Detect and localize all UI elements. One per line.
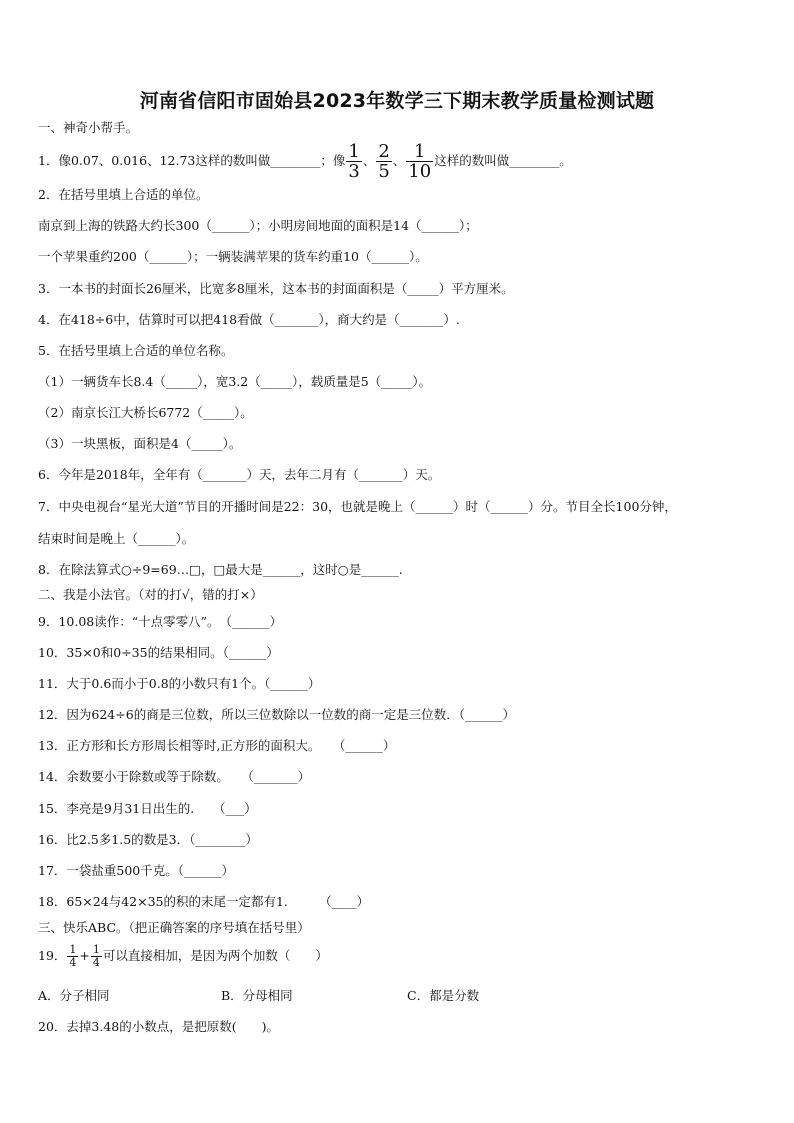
question-5-part-3: （3）一块黑板，面积是4（_____）。: [38, 436, 242, 451]
question-19-tail: 可以直接相加，是因为两个加数（ ）: [102, 948, 328, 963]
fraction-one-quarter-a: $\frac{1}{4}$: [69, 943, 77, 969]
fraction-one-third: $\frac{1}{3}$: [348, 141, 360, 182]
fraction-one-quarter-b: $\frac{1}{4}$: [92, 943, 100, 969]
question-9: 9．10.08读作：“十点零零八”。 （______）: [38, 614, 283, 629]
question-19-number: 19．: [38, 948, 67, 963]
question-5: 5．在括号里填上合适的单位名称。: [38, 343, 234, 358]
question-11: 11．大于0.6而小于0.8的小数只有1个。（______）: [38, 676, 321, 691]
section-2-heading: 二、我是小法官。（对的打√，错的打×）: [38, 587, 263, 602]
question-4: 4．在418÷6中，估算时可以把418看做（_______），商大约是（_______）.: [38, 312, 460, 327]
question-15: 15．李亮是9月31日出生的. （___）: [38, 801, 257, 816]
option-b: B．分母相同: [221, 988, 293, 1003]
question-20: 20．去掉3.48的小数点，是把原数( )。: [38, 1019, 279, 1034]
question-7-line-2: 结束时间是晚上（______）。: [38, 531, 195, 546]
question-6: 6．今年是2018年，全年有（_______）天，去年二月有（_______）天。: [38, 467, 441, 482]
question-17: 17．一袋盐重500千克。（______）: [38, 863, 235, 878]
option-a: A．分子相同: [38, 988, 110, 1003]
fraction-two-fifths: $\frac{2}{5}$: [378, 141, 390, 182]
fraction-one-tenth: $\frac{1}{10}$: [408, 141, 432, 182]
question-10: 10．35×0和0÷35的结果相同。（______）: [38, 645, 279, 660]
question-19-options: [38, 988, 479, 1004]
question-16: 16．比2.5多1.5的数是3．（________）: [38, 832, 258, 847]
question-19: 19． $\frac{1}{4}$ + $\frac{1}{4}$ 可以直接相加，是因为两个加数（ ）: [38, 943, 328, 969]
question-12: 12．因为624÷6的商是三位数，所以三位数除以一位数的商一定是三位数．（______）: [38, 707, 515, 722]
question-2: 2．在括号里填上合适的单位。: [38, 187, 209, 202]
question-5-part-1: （1）一辆货车长8.4（_____），宽3.2（_____），载质量是5（_____）。: [38, 374, 432, 389]
question-3: 3．一本书的封面长26厘米，比宽多8厘米，这本书的封面面积是（_____）平方厘米。: [38, 281, 514, 296]
question-1: 1．像0.07、0.016、12.73这样的数叫做________；像 $\frac{1}{3}$ 、 $\frac{2}{5}$ 、 $\frac{1}{10}$ 这样的数叫做________。: [38, 141, 572, 182]
question-1-text: 1．像0.07、0.016、12.73这样的数叫做________；像: [38, 153, 346, 168]
page-title: 河南省信阳市固始县2023年数学三下期末教学质量检测试题: [139, 90, 655, 112]
option-c: C．都是分数: [407, 988, 480, 1003]
question-18: 18．65×24与42×35的积的末尾一定都有1. （____）: [38, 894, 370, 909]
question-1-tail: 这样的数叫做________。: [434, 153, 572, 168]
question-13: 13．正方形和长方形周长相等时,正方形的面积大。 （______）: [38, 738, 396, 753]
question-2-line-2: 一个苹果重约200（______）；一辆装满苹果的货车约重10（______）。: [38, 249, 428, 264]
question-14: 14．余数要小于除数或等于除数。 （_______）: [38, 769, 311, 784]
question-8: 8．在除法算式○÷9=69…□，□最大是______，这时○是______.: [38, 562, 403, 577]
question-5-part-2: （2）南京长江大桥长6772（_____）。: [38, 405, 253, 420]
section-1-heading: 一、神奇小帮手。: [38, 120, 139, 135]
question-2-line-1: 南京到上海的铁路大约长300（______）；小明房间地面的面积是14（______）；: [38, 218, 478, 233]
question-7: 7．中央电视台“星光大道”节目的开播时间是22：30，也就是晚上（______）时（______）分。节目全长100分钟，: [38, 499, 677, 514]
section-3-heading: 三、快乐ABC。（把正确答案的序号填在括号里）: [38, 920, 310, 935]
